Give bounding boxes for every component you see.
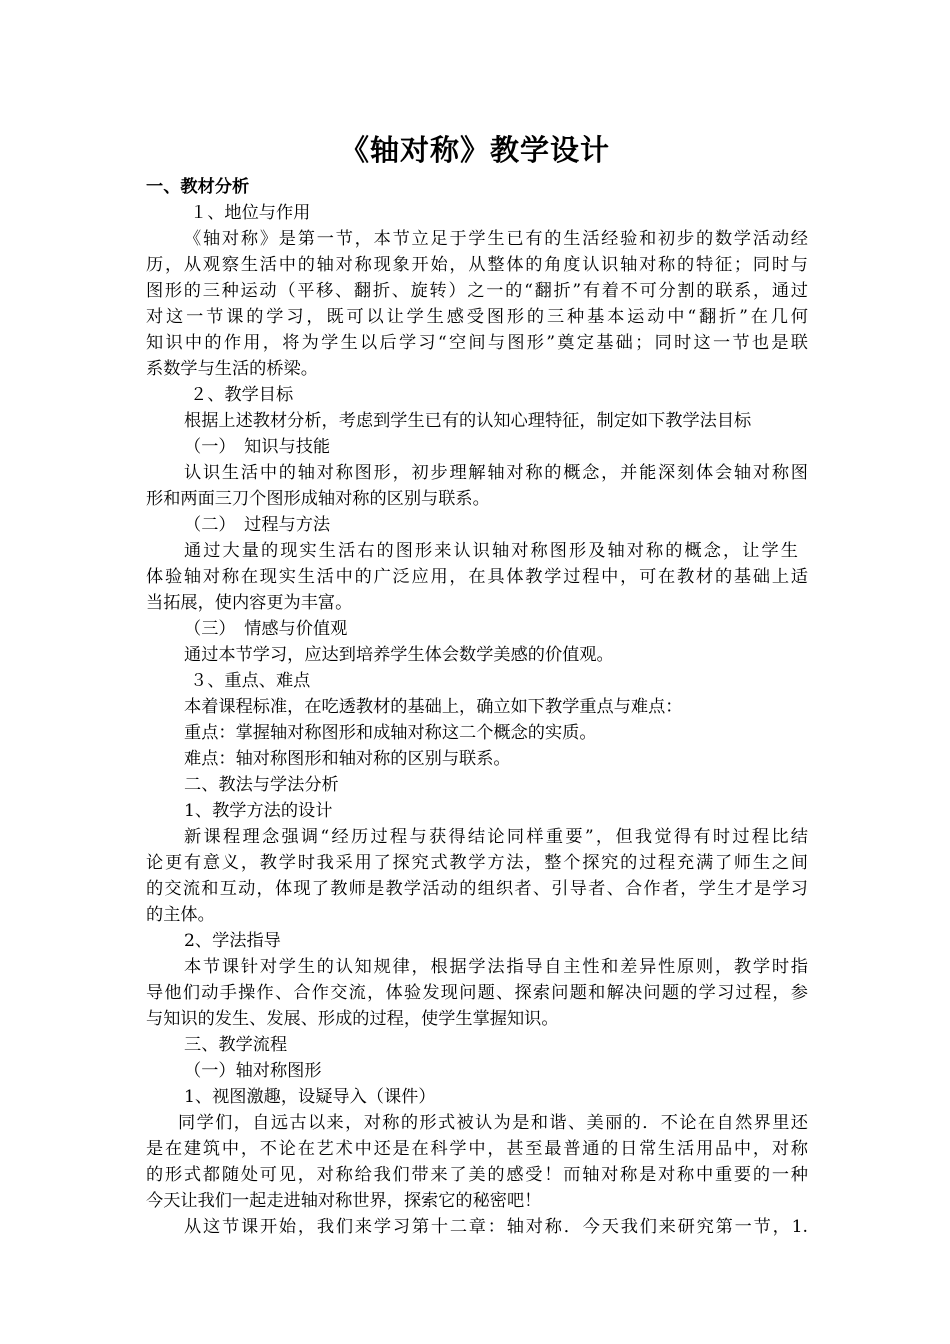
paragraph-line: 重点：掌握轴对称图形和成轴对称这二个概念的实质。	[184, 723, 597, 743]
paragraph-line: 本着课程标准，在吃透教材的基础上，确立如下教学重点与难点：	[184, 697, 683, 717]
paragraph-line: 形和两面三刀个图形成轴对称的区别与联系。	[146, 489, 490, 509]
paragraph-line: 新课程理念强调“经历过程与获得结论同样重要”，但我觉得有时过程比结	[184, 827, 808, 847]
subheading-study-guide: 2、学法指导	[184, 931, 281, 951]
subheading-key-difficult: ３、重点、难点	[190, 671, 311, 691]
subheading-process-method: （二） 过程与方法	[184, 515, 331, 535]
paragraph-line: 根据上述教材分析，考虑到学生已有的认知心理特征，制定如下教学法目标	[184, 411, 752, 431]
paragraph-line: 系数学与生活的桥梁。	[146, 359, 318, 379]
document-title: 《轴对称》教学设计	[339, 133, 610, 167]
paragraph-line: 的主体。	[146, 905, 215, 925]
paragraph-line: 的交流和互动，体现了教师是教学活动的组织者、引导者、合作者，学生才是学习	[146, 879, 808, 899]
paragraph-line: 通过本节学习，应达到培养学生体会数学美感的价值观。	[184, 645, 614, 665]
paragraph-line: 《轴对称》是第一节，本节立足于学生已有的生活经验和初步的数学活动经	[184, 229, 808, 249]
paragraph-line: 从这节课开始，我们来学习第十二章：轴对称．今天我们来研究第一节，1.	[184, 1217, 808, 1237]
paragraph-line: 认识生活中的轴对称图形，初步理解轴对称的概念，并能深刻体会轴对称图	[184, 463, 808, 483]
paragraph-line: 体验轴对称在现实生活中的广泛应用，在具体教学过程中，可在教材的基础上适	[146, 567, 808, 587]
subheading-position-role: １、地位与作用	[190, 203, 311, 223]
paragraph-line: 本节课针对学生的认知规律，根据学法指导自主性和差异性原则，教学时指	[184, 957, 808, 977]
section-heading-1: 一、教材分析	[146, 177, 250, 197]
paragraph-line: 的形式都随处可见，对称给我们带来了美的感受！而轴对称是对称中重要的一种	[146, 1165, 808, 1185]
paragraph-line: 通过大量的现实生活右的图形来认识轴对称图形及轴对称的概念，让学生	[184, 541, 798, 561]
paragraph-line: 知识中的作用，将为学生以后学习“空间与图形”奠定基础；同时这一节也是联	[146, 333, 808, 353]
section-heading-2: 二、教法与学法分析	[184, 775, 339, 795]
subheading-teaching-goals: ２、教学目标	[190, 385, 294, 405]
paragraph-line: 导他们动手操作、合作交流，体验发现问题、探索问题和解决问题的学习过程，参	[146, 983, 808, 1003]
subheading-emotion-values: （三） 情感与价值观	[184, 619, 348, 639]
paragraph-line: 同学们，自远古以来，对称的形式被认为是和谐、美丽的．不论在自然界里还	[178, 1113, 808, 1133]
section-heading-3: 三、教学流程	[184, 1035, 288, 1055]
paragraph-line: 是在建筑中，不论在艺术中还是在科学中，甚至最普通的日常生活用品中，对称	[146, 1139, 808, 1159]
subheading-intro: 1、视图激趣，设疑导入（课件）	[184, 1087, 436, 1107]
paragraph-line: 今天让我们一起走进轴对称世界，探索它的秘密吧！	[146, 1191, 542, 1211]
paragraph-line: 图形的三种运动（平移、翻折、旋转）之一的“翻折”有着不可分割的联系，通过	[146, 281, 808, 301]
paragraph-line: 与知识的发生、发展、形成的过程，使学生掌握知识。	[146, 1009, 559, 1029]
subheading-axis-symmetric-figure: （一）轴对称图形	[184, 1061, 322, 1081]
paragraph-line: 历，从观察生活中的轴对称现象开始，从整体的角度认识轴对称的特征；同时与	[146, 255, 808, 275]
paragraph-line: 对这一节课的学习，既可以让学生感受图形的三种基本运动中“翻折”在几何	[146, 307, 808, 327]
subheading-knowledge-skills: （一） 知识与技能	[184, 437, 331, 457]
paragraph-line: 难点：轴对称图形和轴对称的区别与联系。	[184, 749, 511, 769]
paragraph-line: 当拓展，使内容更为丰富。	[146, 593, 353, 613]
subheading-method-design: 1、教学方法的设计	[184, 801, 333, 821]
paragraph-line: 论更有意义，教学时我采用了探究式教学方法，整个探究的过程充满了师生之间	[146, 853, 808, 873]
